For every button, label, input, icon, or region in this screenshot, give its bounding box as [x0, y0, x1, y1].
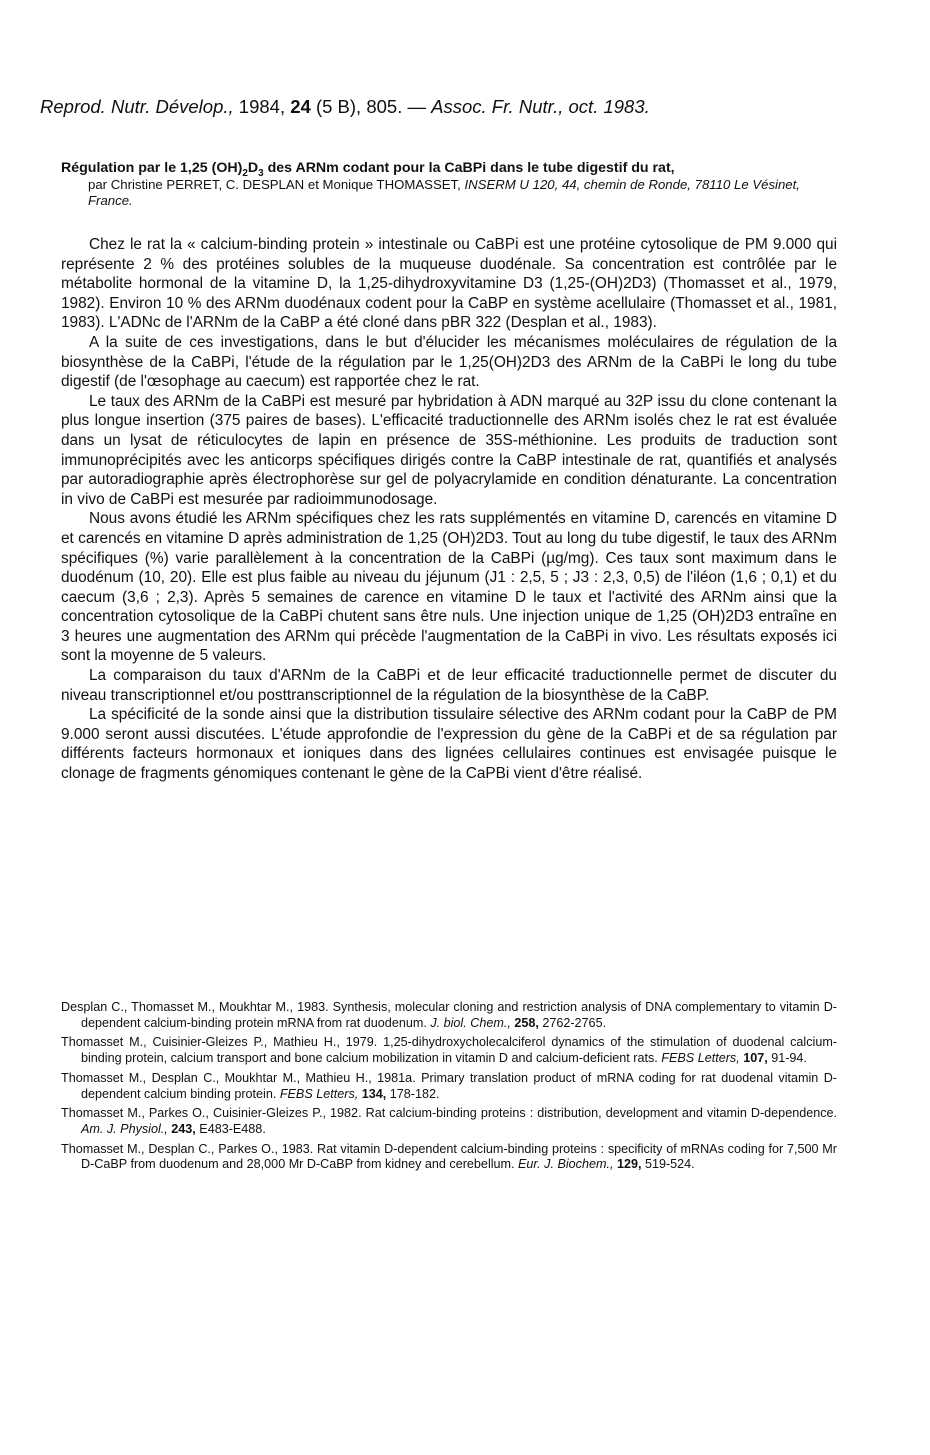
- author-affiliation: INSERM U 120, 44, chemin de Ronde, 78110 Le Vésinet, France.: [88, 177, 800, 208]
- article-authors: [61, 177, 841, 209]
- reference-item: Thomasset M., Cuisinier-Gleizes P., Mathieu H., 1979. 1,25-dihydroxycholecalciferol dynamics of the stimulation of duodenal calcium-binding protein, calcium transport and bone calcium mobilization in vitamin D and calcium-deficient rats. FEBS Letters, 107, 91-94.: [61, 1035, 838, 1066]
- journal-page: 805.: [366, 96, 403, 117]
- paragraph-5: La comparaison du taux d'ARNm de la CaBPi et de leur efficacité traductionnelle permet de discuter du niveau transcriptionnel et/ou posttranscriptionnel de la régulation de la biosynthèse de la CaBP.: [61, 667, 837, 704]
- journal-volume: 24: [290, 96, 311, 117]
- journal-dash: —: [407, 96, 426, 117]
- paragraph-6: La spécificité de la sonde ainsi que la distribution tissulaire sélective des ARNm codant pour la CaBP de PM 9.000 seront aussi discutées. L'étude approfondie de l'expression du gène de la CaBPi et de sa régulation par différents facteurs hormonaux et ioniques dans des lignées cellulaires continues est envisagée puisque le clonage de fragments génomiques contenant le gène de la CaPBi vient d'être réalisé.: [61, 706, 837, 783]
- association-note: Assoc. Fr. Nutr., oct. 1983.: [431, 96, 650, 117]
- author-names: par Christine PERRET, C. DESPLAN et Monique THOMASSET,: [88, 177, 461, 192]
- article-body: [61, 235, 837, 784]
- reference-list: [61, 1000, 837, 1177]
- paragraph-2: A la suite de ces investigations, dans le but d'élucider les mécanismes moléculaires de régulation de la biosynthèse de la CaBPi, l'étude de la régulation par le 1,25(OH)2D3 des ARNm de la CaBPi le long du tube digestif (de l'œsophage au caecum) est rapportée chez le rat.: [61, 333, 837, 391]
- reference-item: Thomasset M., Desplan C., Parkes O., 1983. Rat vitamin D-dependent calcium-binding proteins : specificity of mRNAs coding for 7,500 Mr D-CaBP from duodenum and 28,000 Mr D-CaBP from kidney and cerebellum. Eur. J. Biochem., 129, 519-524.: [61, 1141, 837, 1172]
- journal-issue: (5 B),: [315, 96, 362, 117]
- reference-item: Thomasset M., Desplan C., Moukhtar M., Mathieu H., 1981a. Primary translation product of mRNA coding for rat duodenal vitamin D-dependent calcium binding protein. FEBS Letters, 134, 178-182.: [61, 1070, 838, 1101]
- journal-year: 1984,: [238, 96, 286, 117]
- reference-item: Desplan C., Thomasset M., Moukhtar M., 1983. Synthesis, molecular cloning and restriction analysis of DNA complementary to vitamin D-dependent calcium-binding protein mRNA from rat duodenum. J. biol. Chem., 258, 2762-2765.: [61, 1000, 837, 1030]
- reference-item: Thomasset M., Parkes O., Cuisinier-Gleizes P., 1982. Rat calcium-binding proteins : distribution, development and vitamin D-dependence. Am. J. Physiol., 243, E483-E488.: [61, 1106, 838, 1136]
- paragraph-3: Le taux des ARNm de la CaBPi est mesuré par hybridation à ADN marqué au 32P issu du clone contenant la plus longue insertion (375 paires de bases). L'efficacité traductionnelle des ARNm isolés chez le rat est évaluée dans un lysat de réticulocytes de lapin en présence de 35S-méthionine. Les produits de traduction sont immunoprécipités avec les anticorps spécifiques dirigés contre la CaBP intestinale de rat, quantifiés et analysés par autoradiographie après électrophorèse sur gel de polyacrylamide en condition dénaturante. La concentration in vivo de CaBPi est mesurée par radioimmunodosage.: [61, 392, 837, 508]
- journal-name: Reprod. Nutr. Dévelop.,: [40, 96, 234, 117]
- journal-header: [40, 96, 900, 118]
- paragraph-4: Nous avons étudié les ARNm spécifiques chez les rats supplémentés en vitamine D, carencés en vitamine D et carencés en vitamine D après administration de 1,25 (OH)2D3. Tout au long du tube digestif, le taux des ARNm spécifiques (%) varie parallèlement à la concentration de la CaBPi (µg/mg). Ces taux sont maximum dans le duodénum (10, 20). Elle est plus faible au niveau du jéjunum (J1 : 2,5, 5 ; J3 : 2,3, 0,5) de l'iléon (1,6 ; 0,1) et du caecum (3,6 ; 2,3). Après 5 semaines de carence en vitamine D le taux et l'activité des ARNm ainsi que la concentration cytosolique de la CaBPi chutent sans être nuls. Une injection unique de 1,25 (OH)2D3 entraîne en 3 heures une augmentation des ARNm qui précède l'augmentation de la CaBPi in vivo. Les résultats exposés ici sont la moyenne de 5 valeurs.: [61, 510, 837, 665]
- article-title: Régulation par le 1,25 $(OH)_2D_3$ des ARNm codant pour la CaBPi dans le tube digestif du rat,: [61, 160, 675, 179]
- article-heading: [61, 160, 841, 209]
- paragraph-1: Chez le rat la « calcium-binding protein » intestinale ou CaBPi est une protéine cytosolique de PM 9.000 qui représente 2 % des protéines solubles de la muqueuse duodénale. Sa concentration est contrôlée par le métabolite hormonal de la vitamine D, la 1,25-dihydroxyvitamine D3 (1,25-(OH)2D3) (Thomasset et al., 1979, 1982). Environ 10 % des ARNm duodénaux codent pour la CaBP en système acellulaire (Thomasset et al., 1981, 1983). L'ADNc de l'ARNm de la CaBP a été cloné dans pBR 322 (Desplan et al., 1983).: [61, 236, 837, 332]
